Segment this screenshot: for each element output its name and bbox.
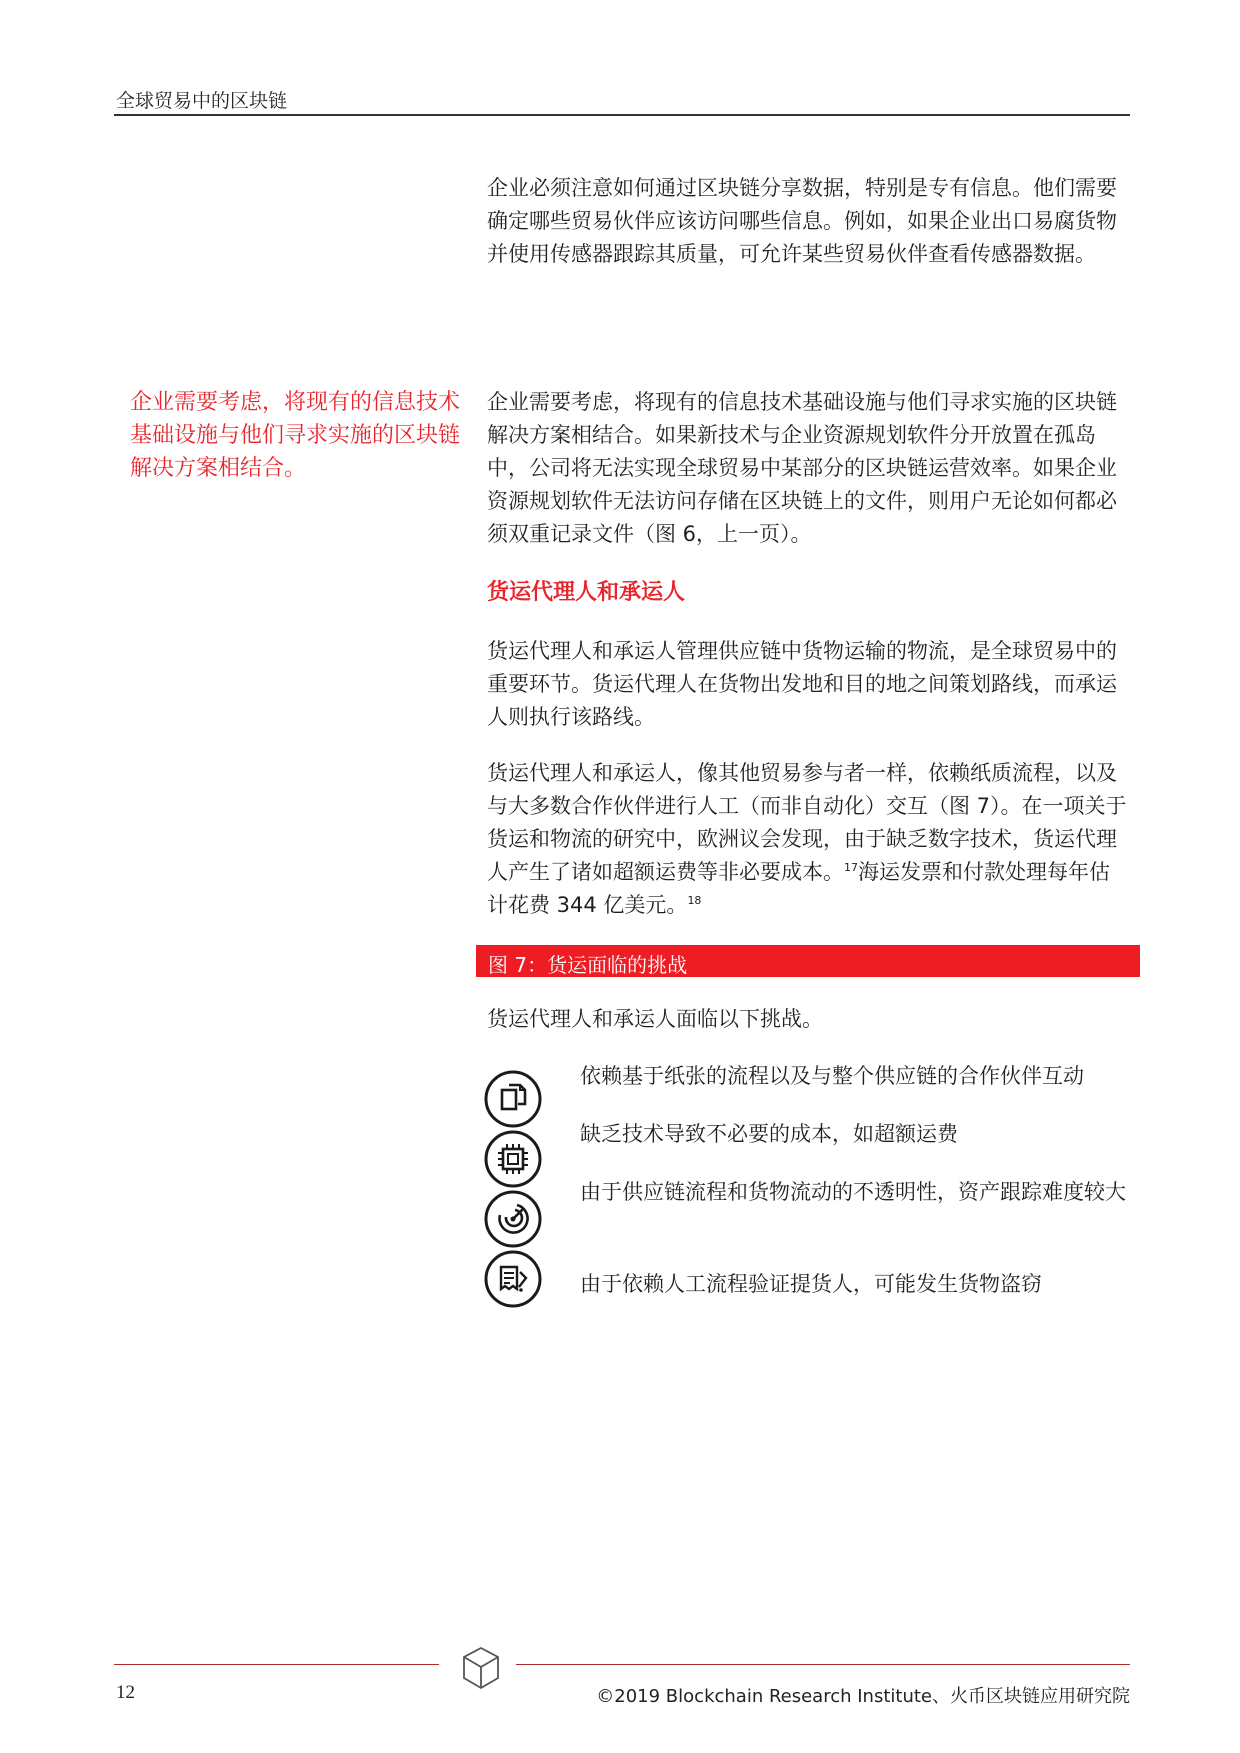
chip-icon	[484, 1130, 542, 1188]
pullquote: 企业需要考虑，将现有的信息技术基础设施与他们寻求实施的区块链解决方案相结合。	[130, 390, 461, 481]
figure-title-bar	[476, 945, 1140, 977]
copyright-notice: ©2019 Blockchain Research Institute、火币区块链应用研究院	[596, 1686, 1130, 1707]
page-header-title: 全球贸易中的区块链	[116, 90, 288, 112]
challenge-item-2: 缺乏技术导致不必要的成本，如超额运费	[580, 1122, 958, 1146]
footnote-ref-18[interactable]: 18	[687, 894, 702, 907]
page-number: 12	[116, 1682, 135, 1703]
challenge-item-4: 由于依赖人工流程验证提货人，可能发生货物盗窃	[580, 1272, 1042, 1296]
body-paragraph-2: 企业需要考虑，将现有的信息技术基础设施与他们寻求实施的区块链解决方案相结合。如果新技术与企业资源规划软件分开放置在孤岛中，公司将无法实现全球贸易中某部分的区块链运营效率。如果企业资源规划软件无法访问存储在区块链上的文件，则用户无论如何都必须双重记录文件（图 6，上一页）。	[487, 390, 1117, 546]
footer-rule-left	[114, 1664, 439, 1665]
header-rule	[114, 114, 1130, 116]
challenge-item-1: 依赖基于纸张的流程以及与整个供应链的合作伙伴互动	[580, 1064, 1084, 1088]
paragraph-4-text-b: 海运发票和付款处理每年估计花费 344 亿美元。	[487, 860, 1110, 917]
body-paragraph-4	[487, 757, 1130, 922]
cube-icon	[460, 1645, 502, 1691]
radar-icon	[484, 1190, 542, 1248]
figure-title: 图 7：货运面临的挑战	[488, 953, 688, 977]
footer-rule-right	[516, 1664, 1130, 1665]
receipt-icon	[484, 1250, 542, 1308]
section-heading: 货运代理人和承运人	[487, 580, 686, 605]
figure-intro: 货运代理人和承运人面临以下挑战。	[487, 1007, 823, 1031]
footnote-ref-17[interactable]: 17	[844, 861, 858, 874]
body-paragraph-1: 企业必须注意如何通过区块链分享数据，特别是专有信息。他们需要确定哪些贸易伙伴应该访问哪些信息。例如，如果企业出口易腐货物并使用传感器跟踪其质量，可允许某些贸易伙伴查看传感器数据。	[487, 176, 1117, 266]
paragraph-4-text-a: 货运代理人和承运人，像其他贸易参与者一样，依赖纸质流程，以及与大多数合作伙伴进行人工（而非自动化）交互（图 7）。在一项关于货运和物流的研究中，欧洲议会发现，由于缺乏数字技术，货运代理人产生了诸如超额运费等非必要成本。	[487, 761, 1127, 884]
documents-icon	[484, 1070, 542, 1128]
challenge-item-3: 由于供应链流程和货物流动的不透明性，资产跟踪难度较大	[580, 1180, 1126, 1204]
body-paragraph-3: 货运代理人和承运人管理供应链中货物运输的物流，是全球贸易中的重要环节。货运代理人在货物出发地和目的地之间策划路线，而承运人则执行该路线。	[487, 639, 1117, 729]
